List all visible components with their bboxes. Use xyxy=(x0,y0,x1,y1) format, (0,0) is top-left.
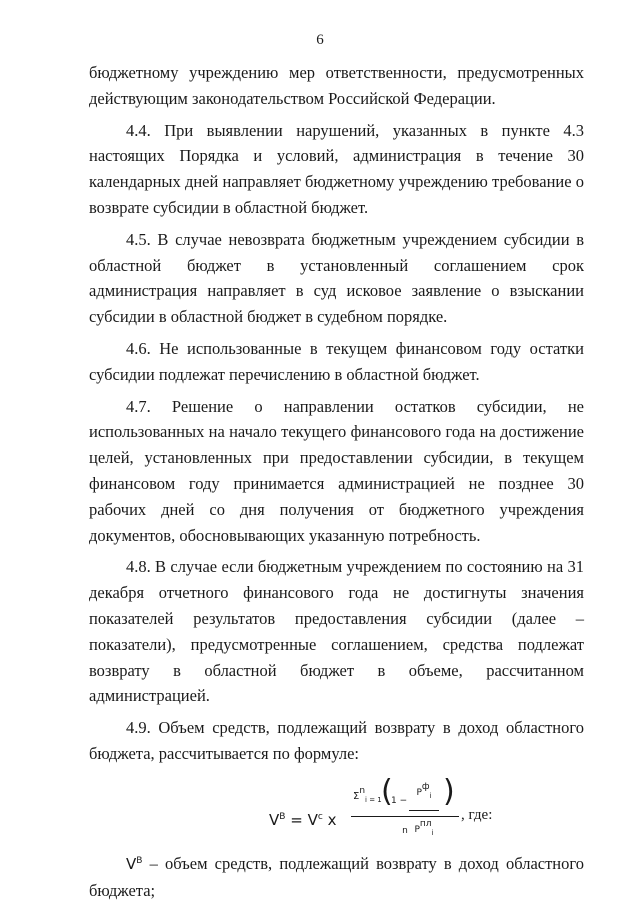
page-number: 6 xyxy=(316,32,324,48)
definition-symbol: $V^B$ xyxy=(126,854,143,873)
formula-denominator: n xyxy=(402,825,408,836)
paragraph-4-4: 4.4. При выявлении нарушений, указанных в пункте 4.3 настоящих Порядка и условий, администрация в течение 30 календарных дней направляет бюджетному учреждению требование о возврате субсидии в областной бюджет. xyxy=(89,120,584,217)
paragraph-4-6: 4.6. Не использованные в текущем финансовом году остатки субсидии подлежат перечислению в областной бюджет. xyxy=(89,338,584,384)
formula-where: , где: xyxy=(461,806,493,823)
definition-vb xyxy=(89,849,584,904)
paragraph-4-7: 4.7. Решение о направлении остатков субсидии, не использованных на начало текущего финансового года на достижение целей, установленных при предоставлении субсидии, в текущем финансовом году принимается администрацией не позднее 30 рабочих дней со дня получения от бюджетного учреждения документов, обосновывающих указанную потребность. xyxy=(89,396,584,545)
paragraph-continuation: бюджетному учреждению мер ответственности, предусмотренных действующим законодательством Российской Федерации. xyxy=(89,63,584,108)
formula-numerator: $\Sigma^n_{i = 1}$ ( 1 − $P^ф_i$ $P^{пл}_i$ ) xyxy=(353,773,455,838)
definition-text: – объем средств, подлежащий возврату в доход областного бюджета; xyxy=(89,853,584,900)
paragraph-4-9: 4.9. Объем средств, подлежащий возврату в доход областного бюджета, рассчитывается по формуле: xyxy=(89,718,584,763)
refund-formula xyxy=(89,769,584,849)
document-body xyxy=(89,60,584,903)
formula-fraction xyxy=(351,775,459,845)
paragraph-4-5: 4.5. В случае невозврата бюджетным учреждением субсидии в областной бюджет в установленный соглашением срок администрация направляет в суд исковое заявление о взыскании субсидии в областной бюджет в судебном порядке. xyxy=(89,229,584,327)
formula-lhs: $V^B = V^c$ x xyxy=(269,810,337,829)
paragraph-4-8: 4.8. В случае если бюджетным учреждением по состоянию на 31 декабря отчетного финансового года не достигнуты значения показателей результатов предоставления субсидии (далее – показатели), предусмотренные соглашением, средства подлежат возврату в областной бюджет в объеме, рассчитанном администрацией. xyxy=(89,557,584,706)
